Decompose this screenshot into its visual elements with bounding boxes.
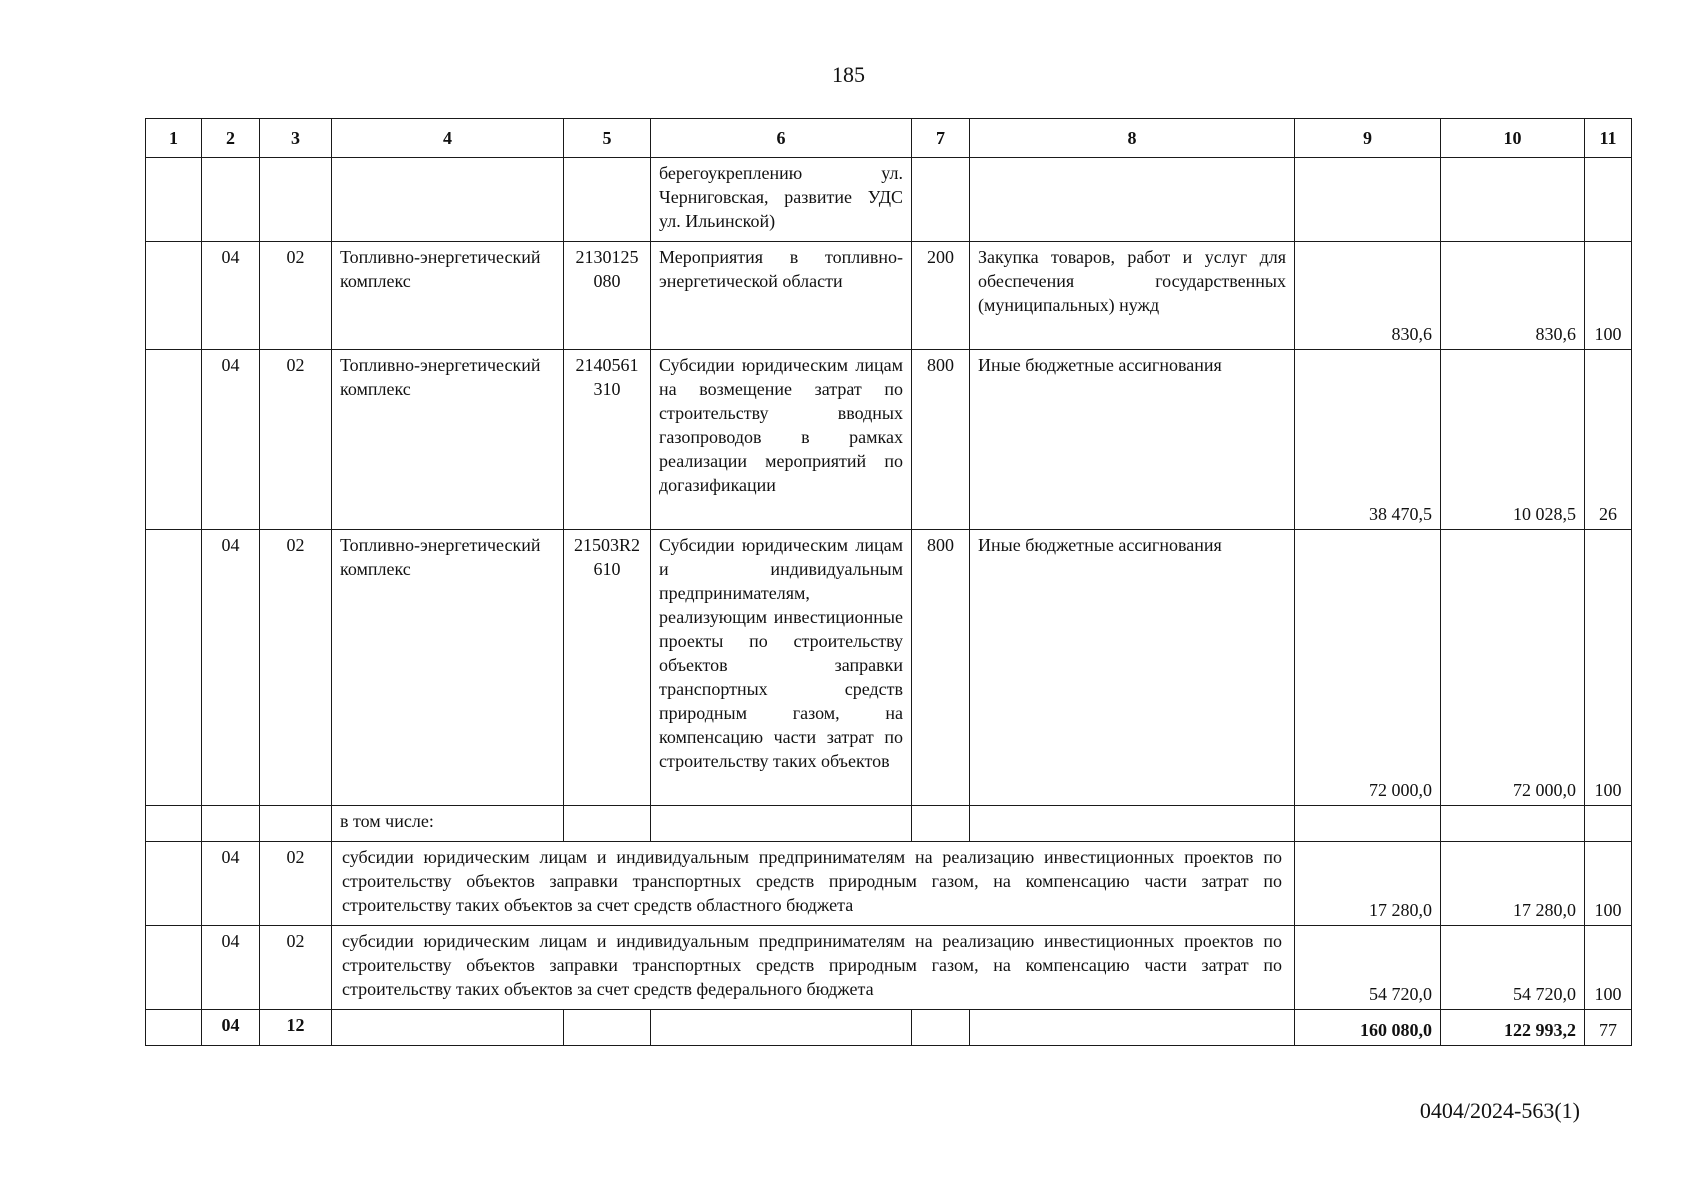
table-cell: 72 000,0 xyxy=(1295,530,1441,806)
table-cell xyxy=(146,842,202,926)
table-cell: 100 xyxy=(1585,242,1632,350)
header-cell: 7 xyxy=(912,119,970,158)
table-cell: 160 080,0 xyxy=(1295,1010,1441,1046)
table-row xyxy=(146,242,1632,350)
table-cell xyxy=(651,806,912,842)
table-cell: 21503R2610 xyxy=(564,530,651,806)
header-row xyxy=(146,119,1632,158)
table-cell xyxy=(332,158,564,242)
table-cell: 38 470,5 xyxy=(1295,350,1441,530)
header-cell: 2 xyxy=(202,119,260,158)
page-number: 185 xyxy=(832,62,865,87)
table-cell xyxy=(146,1010,202,1046)
table-cell: Топливно-энергетический комплекс xyxy=(332,350,564,530)
header-cell: 5 xyxy=(564,119,651,158)
table-cell: Топливно-энергетический комплекс xyxy=(332,530,564,806)
table-cell-merged: субсидии юридическим лицам и индивидуальным предпринимателям на реализацию инвестиционных проектов по строительству объектов заправки транспортных средств природным газом, на компенсацию части затрат по строительству таких объектов за счет средств федерального бюджета xyxy=(332,926,1295,1010)
table-cell xyxy=(146,158,202,242)
table-cell: 02 xyxy=(260,842,332,926)
table-cell xyxy=(146,350,202,530)
table-cell: Мероприятия в топливно-энергетической области xyxy=(651,242,912,350)
table-cell: в том числе: xyxy=(332,806,564,842)
table-cell xyxy=(970,806,1295,842)
table-cell xyxy=(1441,158,1585,242)
header-cell: 1 xyxy=(146,119,202,158)
table-cell xyxy=(912,1010,970,1046)
table-cell xyxy=(146,926,202,1010)
table-row xyxy=(146,842,1632,926)
table-cell xyxy=(1585,158,1632,242)
table-cell: 04 xyxy=(202,530,260,806)
header-cell: 6 xyxy=(651,119,912,158)
table-cell xyxy=(146,806,202,842)
table-cell: 04 xyxy=(202,242,260,350)
table-cell xyxy=(146,530,202,806)
table-cell: 02 xyxy=(260,926,332,1010)
table-cell: 100 xyxy=(1585,842,1632,926)
table-cell: берегоукреплению ул. Черниговская, развитие УДС ул. Ильинской) xyxy=(651,158,912,242)
table-cell: 02 xyxy=(260,242,332,350)
header-cell: 9 xyxy=(1295,119,1441,158)
table-cell xyxy=(912,158,970,242)
table-cell: 2130125080 xyxy=(564,242,651,350)
table-cell: Субсидии юридическим лицам и индивидуальным предпринимателям, реализующим инвестиционные проекты по строительству объектов заправки транспортных средств природным газом, на компенсацию части затрат по строительству таких объектов xyxy=(651,530,912,806)
budget-table xyxy=(145,118,1632,1046)
table-cell xyxy=(564,158,651,242)
table-cell: 12 xyxy=(260,1010,332,1046)
header-cell: 11 xyxy=(1585,119,1632,158)
table-row xyxy=(146,806,1632,842)
table-cell: 02 xyxy=(260,350,332,530)
table-cell xyxy=(332,1010,564,1046)
table-cell: 04 xyxy=(202,350,260,530)
table-cell: 800 xyxy=(912,530,970,806)
header-cell: 4 xyxy=(332,119,564,158)
table-cell: 200 xyxy=(912,242,970,350)
table-cell xyxy=(260,806,332,842)
header-cell: 10 xyxy=(1441,119,1585,158)
table-cell: 830,6 xyxy=(1295,242,1441,350)
table-cell: 100 xyxy=(1585,926,1632,1010)
table-cell xyxy=(1295,806,1441,842)
table-cell: 04 xyxy=(202,1010,260,1046)
header-cell: 3 xyxy=(260,119,332,158)
table-cell: 04 xyxy=(202,842,260,926)
table-cell xyxy=(912,806,970,842)
table-cell xyxy=(651,1010,912,1046)
table-cell: Иные бюджетные ассигнования xyxy=(970,530,1295,806)
table-cell xyxy=(1295,158,1441,242)
table-cell: 02 xyxy=(260,530,332,806)
table-cell: 26 xyxy=(1585,350,1632,530)
header-cell: 8 xyxy=(970,119,1295,158)
total-row xyxy=(146,1010,1632,1046)
table-cell: 830,6 xyxy=(1441,242,1585,350)
table-cell xyxy=(564,1010,651,1046)
table-cell xyxy=(970,1010,1295,1046)
table-cell: Топливно-энергетический комплекс xyxy=(332,242,564,350)
table-cell xyxy=(146,242,202,350)
table-cell xyxy=(564,806,651,842)
table-row xyxy=(146,158,1632,242)
table-cell: 100 xyxy=(1585,530,1632,806)
table-cell: 54 720,0 xyxy=(1441,926,1585,1010)
table-cell-merged: субсидии юридическим лицам и индивидуальным предпринимателям на реализацию инвестиционных проектов по строительству объектов заправки транспортных средств природным газом, на компенсацию части затрат по строительству таких объектов за счет средств областного бюджета xyxy=(332,842,1295,926)
table-row xyxy=(146,530,1632,806)
table-cell xyxy=(1585,806,1632,842)
table-cell: 04 xyxy=(202,926,260,1010)
table-cell xyxy=(260,158,332,242)
table-cell xyxy=(202,806,260,842)
table-cell: 2140561310 xyxy=(564,350,651,530)
table-cell: 17 280,0 xyxy=(1295,842,1441,926)
table-cell: 800 xyxy=(912,350,970,530)
table-cell xyxy=(202,158,260,242)
table-cell: 10 028,5 xyxy=(1441,350,1585,530)
table-cell: Субсидии юридическим лицам на возмещение затрат по строительству вводных газопроводов в рамках реализации мероприятий по догазификации xyxy=(651,350,912,530)
table-row xyxy=(146,350,1632,530)
table-cell: Иные бюджетные ассигнования xyxy=(970,350,1295,530)
table-cell: 122 993,2 xyxy=(1441,1010,1585,1046)
table-cell: 54 720,0 xyxy=(1295,926,1441,1010)
table-cell: 72 000,0 xyxy=(1441,530,1585,806)
table-cell: 17 280,0 xyxy=(1441,842,1585,926)
table-cell xyxy=(970,158,1295,242)
table-cell xyxy=(1441,806,1585,842)
table-row xyxy=(146,926,1632,1010)
table-cell: 77 xyxy=(1585,1010,1632,1046)
document-code: 0404/2024-563(1) xyxy=(1419,1098,1580,1123)
table-cell: Закупка товаров, работ и услуг для обеспечения государственных (муниципальных) нужд xyxy=(970,242,1295,350)
